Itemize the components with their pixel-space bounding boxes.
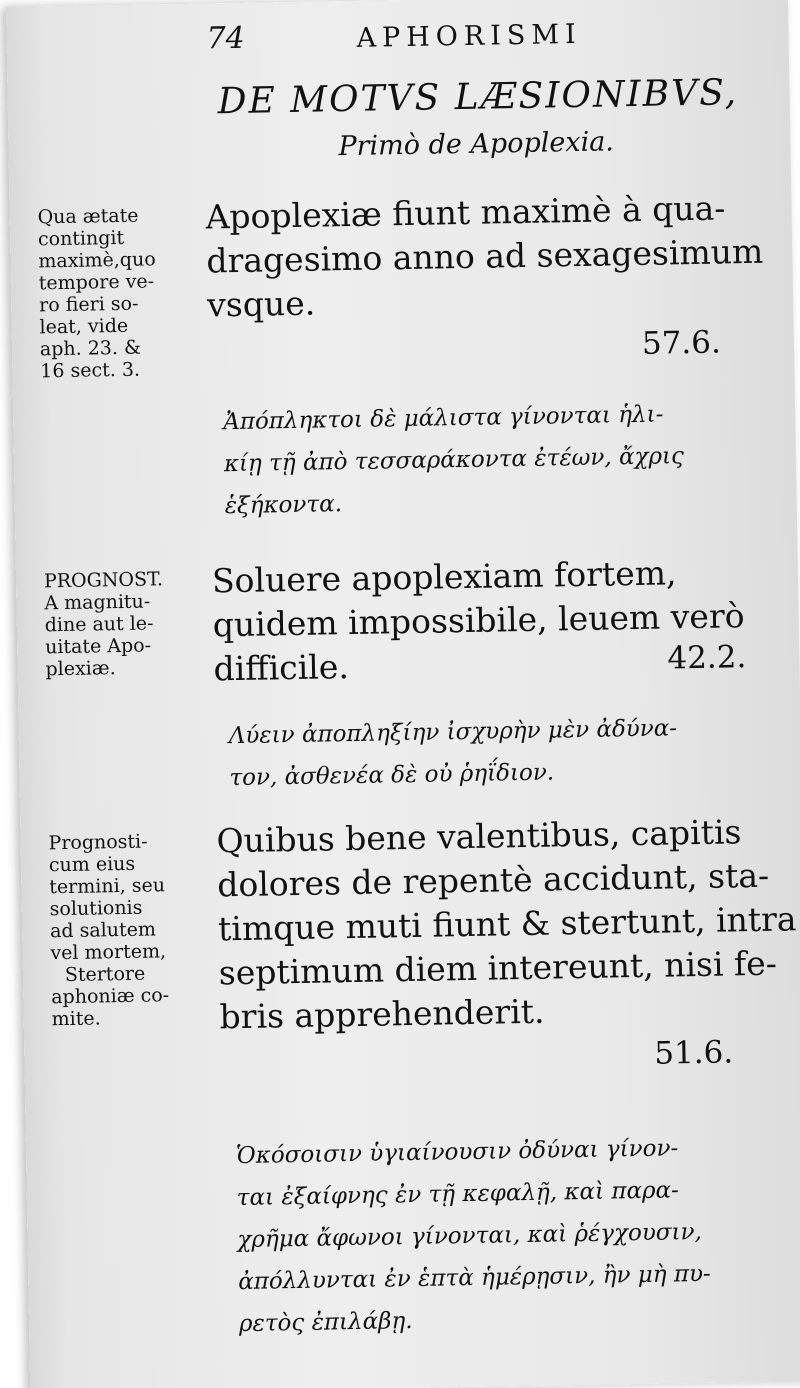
latin-text-3	[216, 810, 797, 1040]
aphorism-reference-3: 51.6.	[654, 1034, 734, 1072]
latin-line: dragesimo anno ad sexagesimum	[206, 231, 764, 281]
margin-note-line: solutionis	[49, 896, 143, 921]
margin-note-line: 16 sect. 3.	[40, 358, 141, 383]
margin-note-line: A magnitu-	[44, 590, 151, 615]
margin-note-line: dine aut le-	[44, 612, 154, 637]
margin-note-3	[48, 829, 213, 1030]
margin-note-line: Stertore	[64, 962, 146, 987]
latin-line: difficile.	[213, 647, 350, 689]
greek-text-3	[236, 1126, 780, 1345]
margin-note-line: PROGNOST.	[43, 568, 164, 593]
margin-note-line: tempore ve-	[38, 270, 155, 295]
latin-line: bris apprehenderit.	[219, 991, 545, 1037]
margin-note-line: Qua ætate	[37, 204, 139, 229]
latin-line: quidem impossibile, leuem verò	[212, 596, 745, 645]
page-number: 74	[206, 20, 246, 57]
aphorism-reference-1: 57.6.	[641, 324, 722, 362]
greek-line: ἀπόλλυνται ἐν ἑπτὰ ἡμέρῃσιν, ἢν μὴ πυ-	[238, 1260, 711, 1296]
section-subtitle: Primò de Apoplexia.	[338, 126, 615, 163]
greek-line: Ἀπόπληκτοι δὲ μάλιστα γίνονται ἡλι-	[223, 401, 664, 436]
margin-note-line: ad salutem	[49, 918, 157, 943]
latin-line: Apoplexiæ fiunt maximè à qua-	[205, 188, 726, 237]
greek-line: ρετὸς ἐπιλάβῃ.	[238, 1308, 413, 1338]
margin-note-1	[37, 204, 202, 383]
margin-note-line: vel mortem,	[50, 940, 167, 965]
latin-line: timque muti fiunt & stertunt, intra	[217, 899, 797, 949]
latin-line: Soluere apoplexiam fortem,	[211, 553, 677, 601]
greek-text-1	[223, 392, 765, 527]
greek-line: χρῆμα ἄφωνοι γίνονται, καὶ ῥέγχουσιν,	[237, 1218, 703, 1254]
margin-note-line: leat, vide	[39, 314, 129, 339]
latin-line: Quibus bene valentibus, capitis	[216, 812, 742, 861]
margin-note-line: ro fieri so-	[38, 292, 139, 317]
latin-line: septimum diem intereunt, nisi fe-	[218, 943, 778, 993]
greek-line: κίῃ τῇ ἀπὸ τεσσαράκοντα ἐτέων, ἄχρις	[223, 443, 685, 478]
greek-line: Ὁκόσοισιν ὑγιαίνουσιν ὀδύναι γίνον-	[235, 1135, 679, 1170]
margin-note-line: aph. 23. &	[39, 336, 142, 361]
margin-note-line: termini, seu	[49, 874, 166, 899]
section-title: DE MOTVS LÆSIONIBVS,	[217, 72, 739, 123]
greek-line: ται ἐξαίφνης ἐν τῇ κεφαλῇ, καὶ παρα-	[236, 1177, 680, 1212]
margin-note-line: maximè,quo	[38, 248, 156, 273]
greek-line: Λύειν ἀποπληξίην ἰσχυρὴν μὲν ἀδύνα-	[228, 715, 678, 750]
aphorism-reference-2: 42.2.	[667, 639, 747, 677]
running-title: APHORISMI	[356, 18, 582, 54]
margin-note-line: uitate Apo-	[44, 634, 152, 659]
page-header	[206, 12, 767, 62]
margin-note-line: plexiæ.	[45, 657, 116, 681]
latin-text-1	[205, 186, 767, 328]
margin-note-2	[44, 568, 208, 681]
margin-note-line: mite.	[51, 1007, 101, 1031]
latin-line: vsque.	[206, 283, 316, 325]
margin-note-line: Prognosti-	[48, 830, 148, 855]
book-page	[6, 0, 800, 1388]
greek-line: τον, ἀσθενέα δὲ οὐ ῥηΐδιον.	[229, 759, 555, 792]
margin-note-line: aphoniæ co-	[51, 984, 170, 1009]
latin-line: dolores de repentè accidunt, sta-	[216, 855, 770, 905]
greek-text-2	[228, 706, 769, 799]
margin-note-line: contingit	[37, 226, 125, 251]
margin-note-line: cum eius	[48, 852, 136, 877]
greek-line: ἑξήκοντα.	[224, 491, 343, 520]
